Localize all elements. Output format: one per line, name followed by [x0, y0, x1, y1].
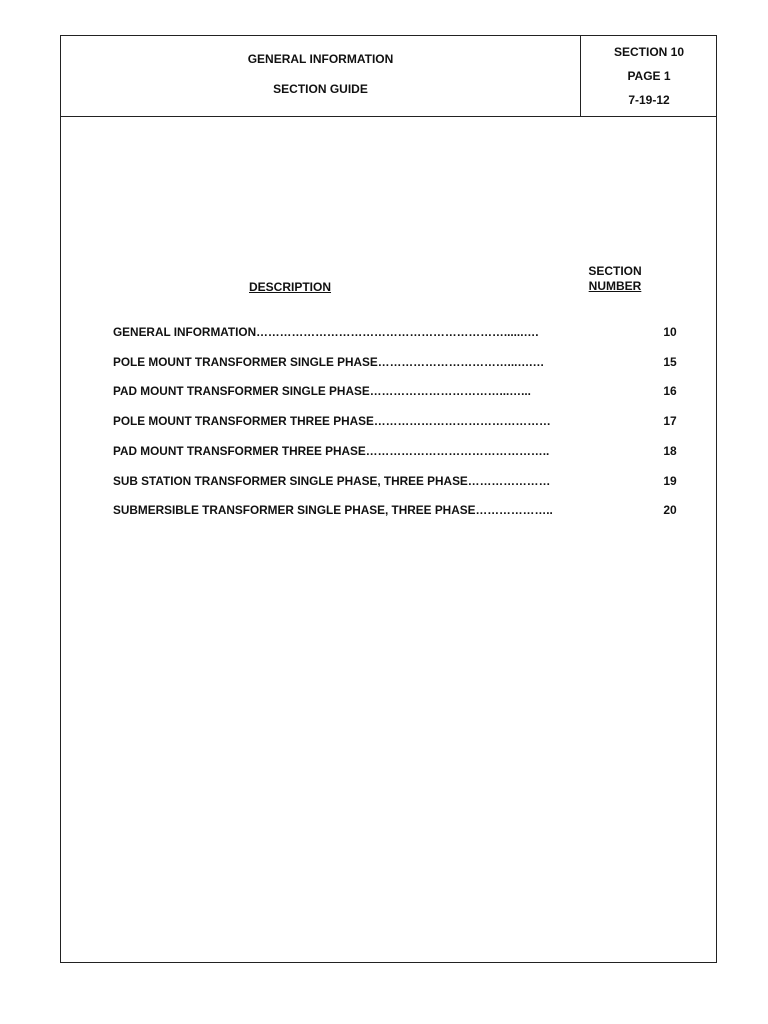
list-item [113, 383, 693, 399]
header-subtitle: SECTION GUIDE [273, 82, 368, 96]
entry-section-number: 18 [663, 444, 677, 458]
list-item [113, 443, 693, 459]
list-item [113, 473, 693, 489]
section-header-line1: SECTION [588, 264, 642, 278]
entry-section-number: 20 [663, 503, 677, 517]
list-item [113, 502, 693, 518]
document-header [61, 36, 716, 117]
entry-description: SUB STATION TRANSFORMER SINGLE PHASE, THREE PHASE………………… [113, 474, 551, 488]
list-item [113, 354, 693, 370]
description-column-header: DESCRIPTION [249, 280, 332, 294]
entry-description: POLE MOUNT TRANSFORMER SINGLE PHASE……………………………...….… [113, 355, 545, 369]
header-title-block [61, 36, 581, 116]
list-item [113, 413, 693, 429]
header-page: PAGE 1 [627, 69, 671, 83]
entry-section-number: 19 [663, 474, 677, 488]
entry-description: PAD MOUNT TRANSFORMER THREE PHASE……………………………………….. [113, 444, 550, 458]
header-section: SECTION 10 [613, 45, 685, 59]
header-date: 7-19-12 [628, 93, 670, 107]
entry-description: GENERAL INFORMATION………………………………………………………......…. [113, 325, 539, 339]
entry-section-number: 16 [663, 384, 677, 398]
section-number-column-header [580, 264, 650, 294]
list-item [113, 324, 693, 340]
header-reference-block [581, 36, 717, 116]
entry-description: PAD MOUNT TRANSFORMER SINGLE PHASE……………………………...…... [113, 384, 531, 398]
header-title: GENERAL INFORMATION [247, 52, 394, 66]
entry-section-number: 17 [663, 414, 677, 428]
entry-description: SUBMERSIBLE TRANSFORMER SINGLE PHASE, THREE PHASE……………….. [113, 503, 553, 517]
page-frame [60, 35, 717, 963]
entry-description: POLE MOUNT TRANSFORMER THREE PHASE……………………………………… [113, 414, 551, 428]
section-header-line2: NUMBER [588, 279, 642, 293]
entry-section-number: 15 [663, 355, 677, 369]
entry-section-number: 10 [663, 325, 677, 339]
